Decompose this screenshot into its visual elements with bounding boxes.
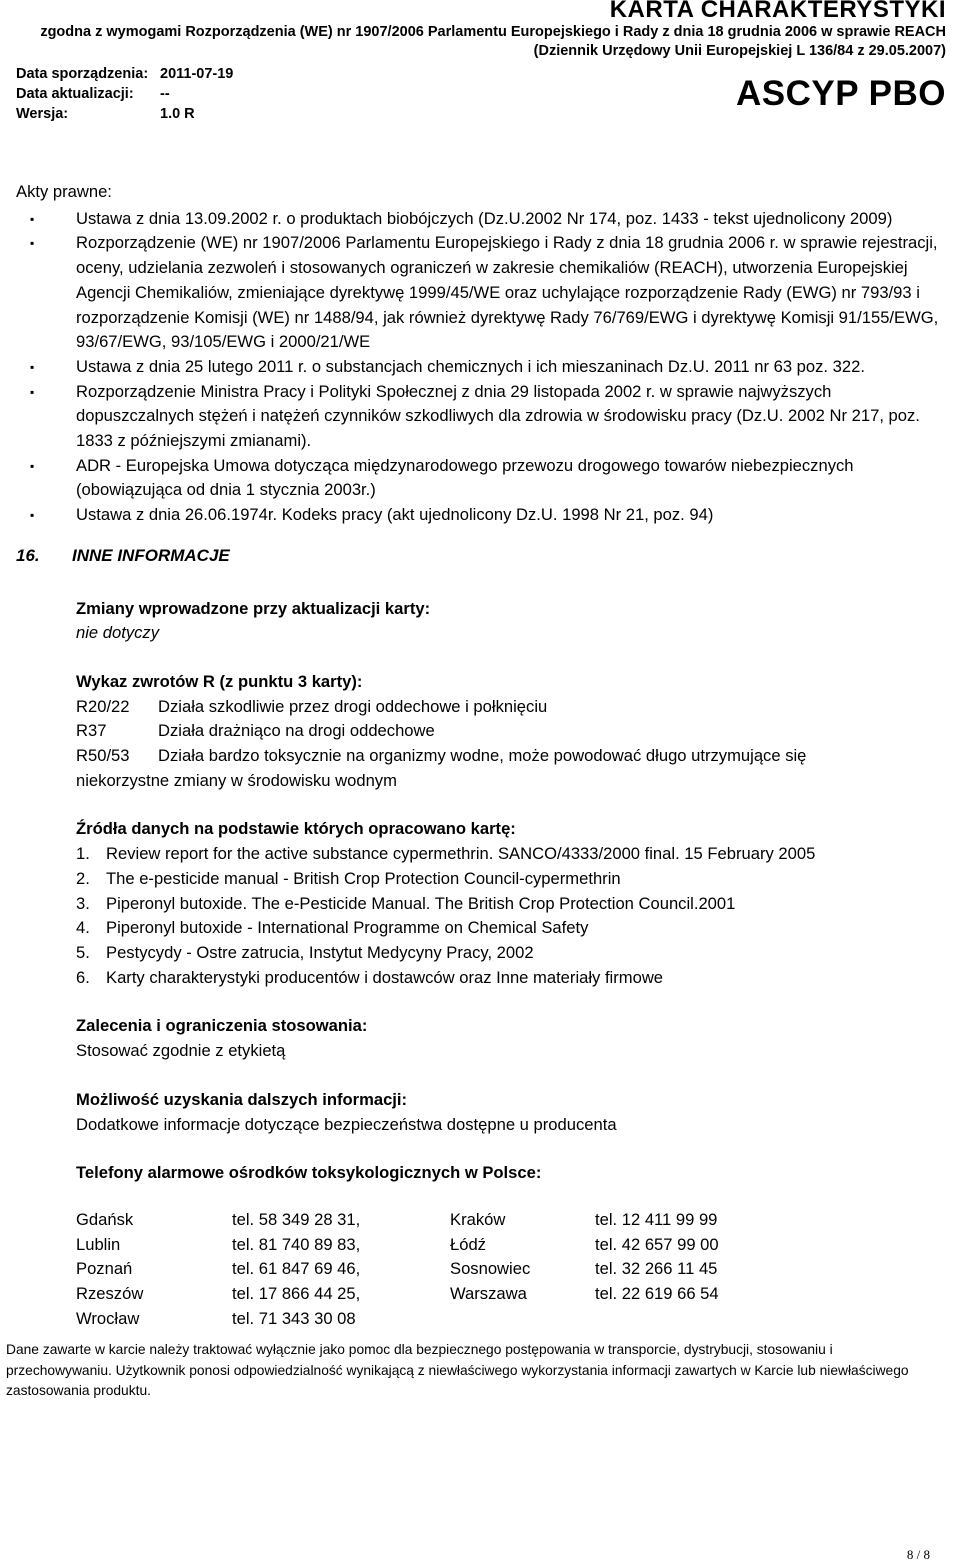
- phone-city: Kraków: [450, 1209, 506, 1229]
- phone-number: tel. 71 343 30 08: [232, 1308, 356, 1328]
- emergency-phones-grid: [76, 1208, 946, 1332]
- emergency-phones-heading: Telefony alarmowe ośrodków toksykologicznych w Polsce:: [76, 1163, 542, 1183]
- page-header: [0, 0, 960, 160]
- list-item: ▪ Ustawa z dnia 26.06.1974r. Kodeks pracy (akt ujednolicony Dz.U. 1998 Nr 21, poz. 94): [16, 503, 946, 528]
- bullet-icon: ▪: [30, 458, 35, 473]
- r-phrase-code: R37: [76, 721, 107, 741]
- phone-city: Wrocław: [76, 1308, 140, 1328]
- changes-heading: Zmiany wprowadzone przy aktualizacji karty:: [76, 598, 431, 618]
- section-16-heading: [16, 544, 946, 569]
- r-phrases-block: [76, 670, 946, 794]
- changes-block: [76, 597, 946, 646]
- r-phrase-code: R20/22: [76, 696, 130, 716]
- document-title: KARTA CHARAKTERYSTYKI: [609, 0, 946, 23]
- list-item: 2. The e-pesticide manual - British Crop Protection Council-cypermethrin: [76, 868, 621, 888]
- journal-reference: (Dziennik Urzędowy Unii Europejskiej L 136/84 z 29.05.2007): [533, 43, 946, 59]
- phone-city: Poznań: [76, 1259, 133, 1279]
- update-date-row: [16, 86, 170, 102]
- phone-city: Warszawa: [450, 1284, 527, 1304]
- update-date-label: Data aktualizacji:: [16, 86, 134, 102]
- r-phrase-code: R50/53: [76, 746, 130, 766]
- recommendations-block: [76, 1014, 946, 1063]
- legal-acts-heading: Akty prawne:: [16, 182, 112, 201]
- r-phrase-text: Działa szkodliwie przez drogi oddechowe i połknięciu: [158, 696, 548, 716]
- recommendations-value: Stosować zgodnie z etykietą: [76, 1041, 286, 1061]
- further-info-block: [76, 1088, 946, 1137]
- r-phrase-row: [76, 744, 946, 769]
- creation-date-label: Data sporządzenia:: [16, 66, 149, 82]
- version-value: 1.0 R: [160, 106, 195, 122]
- bullet-icon: ▪: [30, 236, 35, 251]
- r-phrase-row: [76, 695, 946, 720]
- phone-number: tel. 32 266 11 45: [595, 1259, 718, 1279]
- r-phrase-text: Działa drażniąco na drogi oddechowe: [158, 721, 435, 741]
- phone-number: tel. 61 847 69 46,: [232, 1259, 361, 1279]
- version-label: Wersja:: [16, 106, 69, 122]
- footer-disclaimer: Dane zawarte w karcie należy traktować wyłącznie jako pomoc dla bezpiecznego postępowania w transporcie, dystrybucji, stosowaniu i przechowywaniu. Użytkownik ponosi odpowiedzialność wynikającą z niewłaściwego wykorzystania informacji zawartych w Karcie lub niewłaściwego zastosowania produktu.: [6, 1342, 909, 1398]
- regulation-subtitle: zgodna z wymogami Rozporządzenia (WE) nr 1907/2006 Parlamentu Europejskiego i Rady z dnia 18 grudnia 2006 w sprawie REACH: [40, 24, 946, 40]
- section-title: INNE INFORMACJE: [72, 545, 230, 565]
- bullet-icon: ▪: [30, 384, 35, 399]
- r-phrase-text: Działa bardzo toksycznie na organizmy wodne, może powodować długo utrzymujące się: [158, 746, 807, 766]
- section-16-body: [76, 597, 946, 1332]
- page-number: 8 / 8: [906, 1547, 930, 1562]
- phone-number: tel. 81 740 89 83,: [232, 1234, 361, 1254]
- list-item: 3. Piperonyl butoxide. The e-Pesticide Manual. The British Crop Protection Council.2001: [76, 893, 736, 913]
- bullet-icon: ▪: [30, 211, 35, 226]
- phone-number: tel. 42 657 99 00: [595, 1234, 719, 1254]
- bullet-icon: ▪: [30, 359, 35, 374]
- version-row: [16, 106, 195, 122]
- legal-acts-list: [16, 207, 946, 528]
- phone-city: Gdańsk: [76, 1209, 134, 1229]
- list-item: ▪ Rozporządzenie Ministra Pracy i Polityki Społecznej z dnia 29 listopada 2002 r. w sprawie najwyższych dopuszczalnych stężeń i natężeń czynników szkodliwych dla zdrowia w środowisku pracy (Dz.U. 2002 Nr 217, poz. 1833 z późniejszymi zmianami).: [30, 381, 920, 451]
- product-name: ASCYP PBO: [735, 74, 946, 113]
- further-info-heading: Możliwość uzyskania dalszych informacji:: [76, 1089, 408, 1109]
- phone-number: tel. 58 349 28 31,: [232, 1209, 361, 1229]
- sources-list: [76, 842, 946, 990]
- phone-number: tel. 22 619 66 54: [595, 1284, 719, 1304]
- list-item: ▪ ADR - Europejska Umowa dotycząca międzynarodowego przewozu drogowego towarów niebezpiecznych (obowiązująca od dnia 1 stycznia 2003r.): [30, 455, 854, 500]
- phone-number: tel. 12 411 99 99: [595, 1209, 718, 1229]
- r-phrase-continuation: niekorzystne zmiany w środowisku wodnym: [76, 770, 397, 790]
- changes-value: nie dotyczy: [76, 623, 160, 643]
- list-item: 5. Pestycydy - Ostre zatrucia, Instytut Medycyny Pracy, 2002: [76, 942, 534, 962]
- emergency-phones-block: [76, 1161, 946, 1331]
- r-phrases-heading: Wykaz zwrotów R (z punktu 3 karty):: [76, 671, 363, 691]
- list-item: 1. Review report for the active substance cypermethrin. SANCO/4333/2000 final. 15 February 2005: [76, 844, 816, 864]
- list-item: ▪ Rozporządzenie (WE) nr 1907/2006 Parlamentu Europejskiego i Rady z dnia 18 grudnia 2006 r. w sprawie rejestracji, oceny, udzielania zezwoleń i stosowanych ograniczeń w zakresie chemikaliów (REACH), utworzenia Europejskiej Agencji Chemikaliów, zmieniające dyrektywę 1999/45/WE oraz uchylające rozporządzenie Rady (EWG) nr 793/93 i rozporządzenie Komisji (WE) nr 1488/94, jak również dyrektywę Rady 76/769/EWG i dyrektywę Komisji 91/155/EWG, 93/67/EWG, 93/105/EWG i 2000/21/WE: [30, 233, 939, 352]
- phone-city: Lublin: [76, 1234, 121, 1254]
- phone-city: Rzeszów: [76, 1284, 144, 1304]
- section-number: 16.: [16, 545, 40, 565]
- main-content: [16, 180, 946, 1355]
- creation-date-value: 2011-07-19: [160, 66, 234, 82]
- r-phrase-row: [76, 719, 946, 744]
- update-date-value: --: [160, 86, 170, 102]
- list-item: ▪ Ustawa z dnia 13.09.2002 r. o produktach biobójczych (Dz.U.2002 Nr 174, poz. 1433 - tekst ujednolicony 2009): [16, 207, 946, 232]
- further-info-value: Dodatkowe informacje dotyczące bezpieczeństwa dostępne u producenta: [76, 1114, 617, 1134]
- creation-date-row: [16, 66, 234, 82]
- list-item: 6. Karty charakterystyki producentów i dostawców oraz Inne materiały firmowe: [76, 967, 664, 987]
- recommendations-heading: Zalecenia i ograniczenia stosowania:: [76, 1016, 368, 1036]
- list-item: 4. Piperonyl butoxide - International Programme on Chemical Safety: [76, 918, 589, 938]
- phone-city: Łódź: [450, 1234, 486, 1254]
- phone-number: tel. 17 866 44 25,: [232, 1284, 361, 1304]
- list-item: ▪ Ustawa z dnia 25 lutego 2011 r. o substancjach chemicznych i ich mieszaninach Dz.U. 2011 nr 63 poz. 322.: [16, 355, 946, 380]
- bullet-icon: ▪: [30, 508, 35, 523]
- sources-block: [76, 817, 946, 990]
- sources-heading: Źródła danych na podstawie których opracowano kartę:: [76, 819, 516, 839]
- phone-city: Sosnowiec: [450, 1259, 531, 1279]
